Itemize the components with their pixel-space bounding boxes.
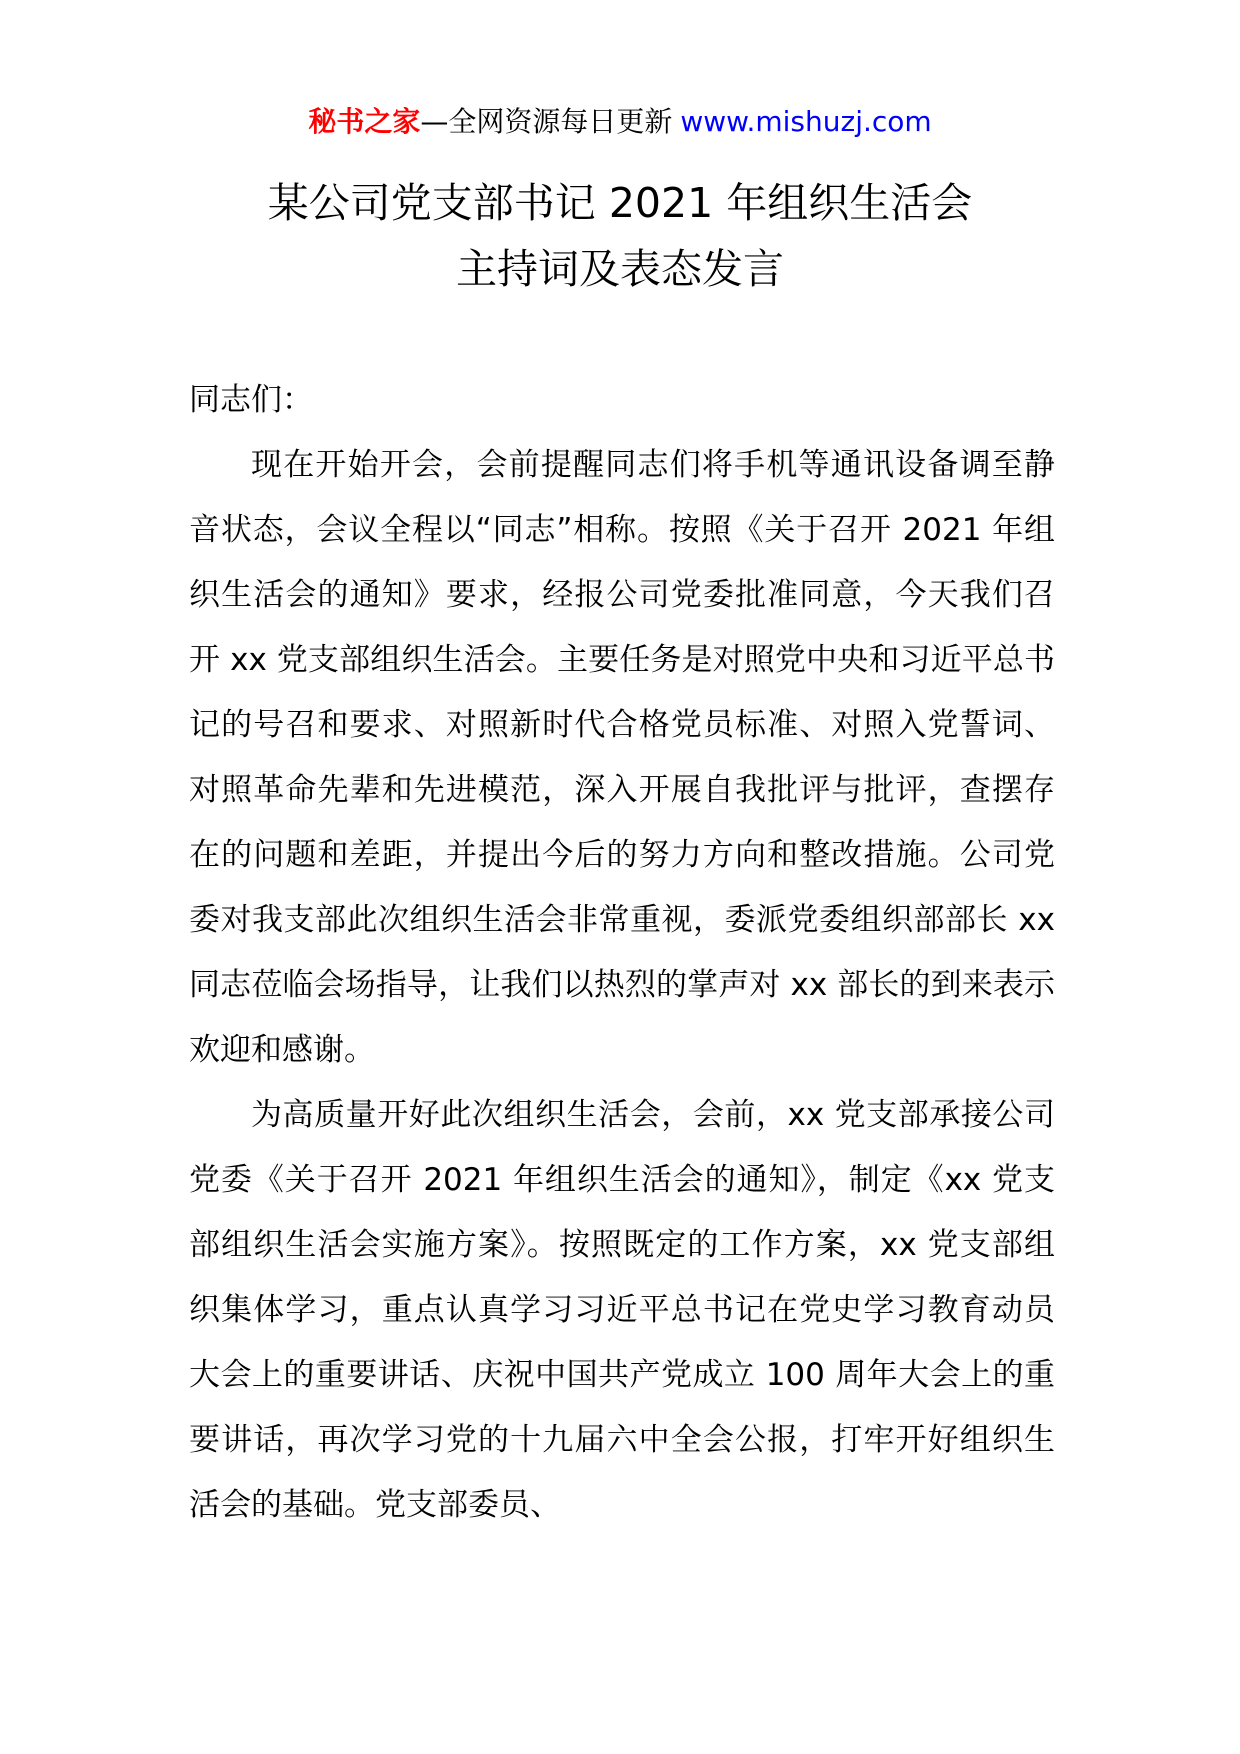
site-url-link[interactable]: www.mishuzj.com [680,105,932,138]
brand-name: 秘书之家 [308,105,421,138]
header-tagline: —全网资源每日更新 [420,105,673,138]
salutation: 同志们： [189,382,313,418]
document-title [0,170,1240,302]
body-paragraph: 为高质量开好此次组织生活会，会前，xx 党支部承接公司党委《关于召开 2021 年组织生活会的通知》，制定《xx 党支部组织生活会实施方案》。按照既定的工作方案，xx 党支部组织集体学习，重点认真学习习近平总书记在党史学习教育动员大会上的重要讲话、庆祝中国共产党成立 100 周年大会上的重要讲话，再次学习党的十九届六中全会公报，打牢开好组织生活会的基础。党支部委员、 [189,1097,1055,1523]
title-line-1: 某公司党支部书记 2021 年组织生活会 [267,179,973,227]
title-line-2: 主持词及表态发言 [456,245,784,293]
site-header [0,102,1240,142]
document-body [189,368,1055,1538]
body-paragraph: 现在开始开会，会前提醒同志们将手机等通讯设备调至静音状态，会议全程以“同志”相称。按照《关于召开 2021 年组织生活会的通知》要求，经报公司党委批准同意，今天我们召开 xx 党支部组织生活会。主要任务是对照党中央和习近平总书记的号召和要求、对照新时代合格党员标准、对照入党誓词、对照革命先辈和先进模范，深入开展自我批评与批评，查摆存在的问题和差距，并提出今后的努力方向和整改措施。公司党委对我支部此次组织生活会非常重视，委派党委组织部部长 xx 同志莅临会场指导，让我们以热烈的掌声对 xx 部长的到来表示欢迎和感谢。 [189,447,1055,1068]
